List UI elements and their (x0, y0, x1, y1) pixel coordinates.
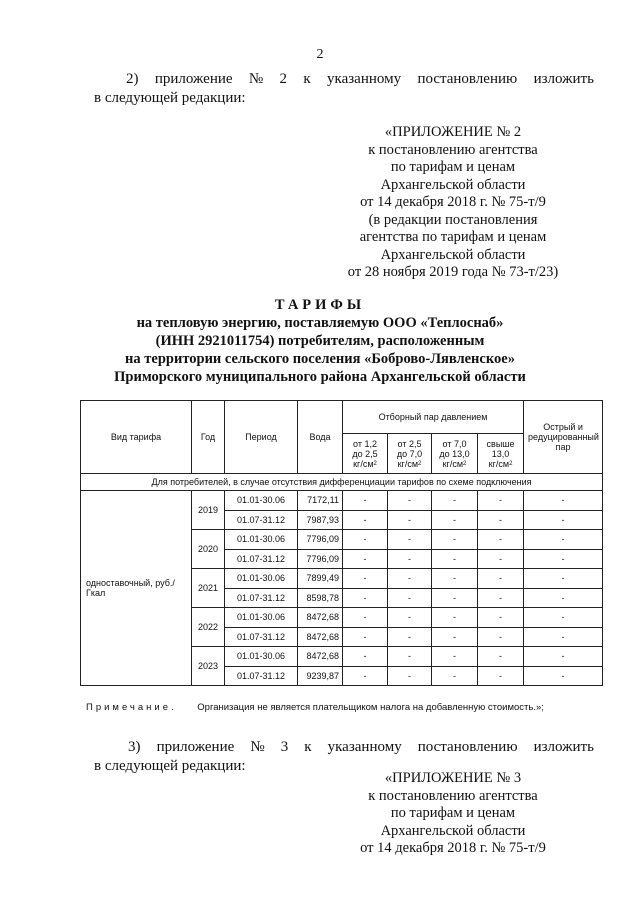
empty-value-cell: - (524, 666, 603, 686)
appendix-line: Архангельской области (380, 822, 526, 839)
header-water: Вода (298, 401, 343, 474)
item-3-line-2: в следующей редакции: (94, 758, 246, 774)
item-2-word: указанному (327, 71, 402, 87)
empty-value-cell: - (343, 549, 388, 569)
item-2-word: 2 (279, 71, 288, 87)
header-sharp-steam: Острый и редуцированный пар (524, 401, 603, 474)
empty-value-cell: - (388, 549, 432, 569)
empty-value-cell: - (524, 647, 603, 667)
water-cell: 7796,09 (298, 530, 343, 550)
item-3-number: 3) (128, 739, 141, 755)
appendix-line: к постановлению агентства (368, 141, 538, 158)
empty-value-cell: - (478, 569, 524, 589)
item-2-word: изложить (533, 71, 594, 87)
item-2-number: 2) (126, 71, 139, 87)
appendix-line: Архангельской области (380, 246, 526, 263)
empty-value-cell: - (388, 491, 432, 511)
year-cell: 2023 (192, 647, 225, 686)
tariff-table (80, 400, 603, 686)
appendix-line: от 14 декабря 2018 г. № 75-т/9 (360, 840, 546, 856)
period-cell: 01.01-30.06 (225, 491, 298, 511)
empty-value-cell: - (388, 666, 432, 686)
item-3-word: постановлению (417, 739, 518, 755)
empty-value-cell: - (343, 647, 388, 667)
item-2-word: постановлению (417, 71, 518, 87)
empty-value-cell: - (478, 627, 524, 647)
empty-value-cell: - (432, 666, 478, 686)
empty-value-cell: - (524, 549, 603, 569)
tariff-title (0, 296, 640, 386)
header-steam-col: от 2,5 до 7,0 $кг/см^2$ (388, 434, 432, 474)
period-cell: 01.07-31.12 (225, 510, 298, 530)
empty-value-cell: - (432, 491, 478, 511)
empty-value-cell: - (432, 530, 478, 550)
water-cell: 9239,87 (298, 666, 343, 686)
empty-value-cell: - (343, 627, 388, 647)
empty-value-cell: - (388, 569, 432, 589)
empty-value-cell: - (343, 491, 388, 511)
empty-value-cell: - (478, 491, 524, 511)
appendix-3-header (338, 770, 568, 858)
year-cell: 2021 (192, 569, 225, 608)
year-cell: 2022 (192, 608, 225, 647)
appendix-line: агентства по тарифам и ценам (359, 229, 547, 245)
note-label: Примечание. (86, 702, 177, 713)
header-period: Период (225, 401, 298, 474)
empty-value-cell: - (524, 510, 603, 530)
empty-value-cell: - (524, 588, 603, 608)
header-steam-col: от 1,2 до 2,5 $кг/см^2$ (343, 434, 388, 474)
item-2-word: приложение (154, 71, 233, 87)
item-3-word: № (250, 739, 265, 755)
header-tariff-type: Вид тарифа (81, 401, 192, 474)
empty-value-cell: - (388, 627, 432, 647)
period-cell: 01.01-30.06 (225, 608, 298, 628)
header-steam-col: свыше 13,0 $кг/см^2$ (478, 434, 524, 474)
water-cell: 7899,49 (298, 569, 343, 589)
empty-value-cell: - (432, 549, 478, 569)
appendix-2-header (338, 124, 568, 282)
item-3-word: указанному (327, 739, 402, 755)
title-heading: ТАРИФЫ (274, 297, 366, 313)
empty-value-cell: - (432, 569, 478, 589)
header-year: Год (192, 401, 225, 474)
empty-value-cell: - (478, 530, 524, 550)
empty-value-cell: - (343, 510, 388, 530)
title-line: на тепловую энергию, поставляемую ООО «Теплоснаб» (136, 315, 504, 331)
empty-value-cell: - (388, 588, 432, 608)
item-3-word: приложение (156, 739, 235, 755)
appendix-line: к постановлению агентства (368, 787, 538, 804)
empty-value-cell: - (478, 647, 524, 667)
empty-value-cell: - (524, 608, 603, 628)
tariff-type-cell: одноставочный, руб./Гкал (81, 491, 192, 686)
item-3-word: к (304, 739, 312, 755)
water-cell: 8598,78 (298, 588, 343, 608)
empty-value-cell: - (524, 530, 603, 550)
appendix-line: по тарифам и ценам (390, 805, 516, 821)
title-line: (ИНН 2921011754) потребителям, расположенным (155, 333, 485, 349)
table-note (86, 702, 626, 713)
period-cell: 01.01-30.06 (225, 569, 298, 589)
item-2-paragraph (94, 70, 594, 108)
appendix-line: Архангельской области (380, 176, 526, 193)
empty-value-cell: - (432, 510, 478, 530)
title-line: Приморского муниципального района Архангельской области (114, 369, 526, 385)
water-cell: 8472,68 (298, 647, 343, 667)
empty-value-cell: - (343, 666, 388, 686)
year-cell: 2020 (192, 530, 225, 569)
appendix-line: по тарифам и ценам (390, 159, 516, 175)
empty-value-cell: - (432, 627, 478, 647)
period-cell: 01.01-30.06 (225, 530, 298, 550)
empty-value-cell: - (343, 530, 388, 550)
table-row (81, 491, 603, 511)
period-cell: 01.01-30.06 (225, 647, 298, 667)
empty-value-cell: - (388, 510, 432, 530)
appendix-line: от 14 декабря 2018 г. № 75-т/9 (360, 194, 546, 210)
water-cell: 7987,93 (298, 510, 343, 530)
water-cell: 8472,68 (298, 608, 343, 628)
period-cell: 01.07-31.12 (225, 666, 298, 686)
header-steam-col: от 7,0 до 13,0 $кг/см^2$ (432, 434, 478, 474)
appendix-line: от 28 ноября 2019 года № 73-т/23) (347, 264, 559, 280)
item-2-word: № (248, 71, 264, 87)
group-row: Для потребителей, в случае отсутствия дифференциации тарифов по схеме подключения (81, 474, 603, 491)
appendix-line: (в редакции постановления (368, 211, 538, 228)
page-number: 2 (316, 47, 324, 62)
water-cell: 8472,68 (298, 627, 343, 647)
empty-value-cell: - (388, 647, 432, 667)
header-steam-group: Отборный пар давлением (343, 401, 524, 434)
year-cell: 2019 (192, 491, 225, 530)
empty-value-cell: - (388, 530, 432, 550)
empty-value-cell: - (343, 588, 388, 608)
empty-value-cell: - (478, 510, 524, 530)
empty-value-cell: - (478, 588, 524, 608)
title-line: на территории сельского поселения «Боброво-Лявленское» (125, 351, 515, 367)
note-text: Организация не является плательщиком налога на добавленную стоимость.»; (197, 702, 544, 713)
empty-value-cell: - (478, 549, 524, 569)
empty-value-cell: - (343, 608, 388, 628)
appendix-line: «ПРИЛОЖЕНИЕ № 3 (384, 770, 522, 786)
period-cell: 01.07-31.12 (225, 549, 298, 569)
empty-value-cell: - (432, 608, 478, 628)
item-2-word: к (303, 71, 311, 87)
item-3-word: изложить (533, 739, 594, 755)
water-cell: 7172,11 (298, 491, 343, 511)
period-cell: 01.07-31.12 (225, 588, 298, 608)
empty-value-cell: - (432, 647, 478, 667)
item-2-line-2: в следующей редакции: (94, 90, 246, 106)
empty-value-cell: - (343, 569, 388, 589)
item-3-word: 3 (280, 739, 289, 755)
empty-value-cell: - (524, 627, 603, 647)
empty-value-cell: - (432, 588, 478, 608)
empty-value-cell: - (524, 491, 603, 511)
water-cell: 7796,09 (298, 549, 343, 569)
empty-value-cell: - (478, 608, 524, 628)
empty-value-cell: - (524, 569, 603, 589)
empty-value-cell: - (478, 666, 524, 686)
period-cell: 01.07-31.12 (225, 627, 298, 647)
appendix-line: «ПРИЛОЖЕНИЕ № 2 (384, 124, 522, 140)
empty-value-cell: - (388, 608, 432, 628)
